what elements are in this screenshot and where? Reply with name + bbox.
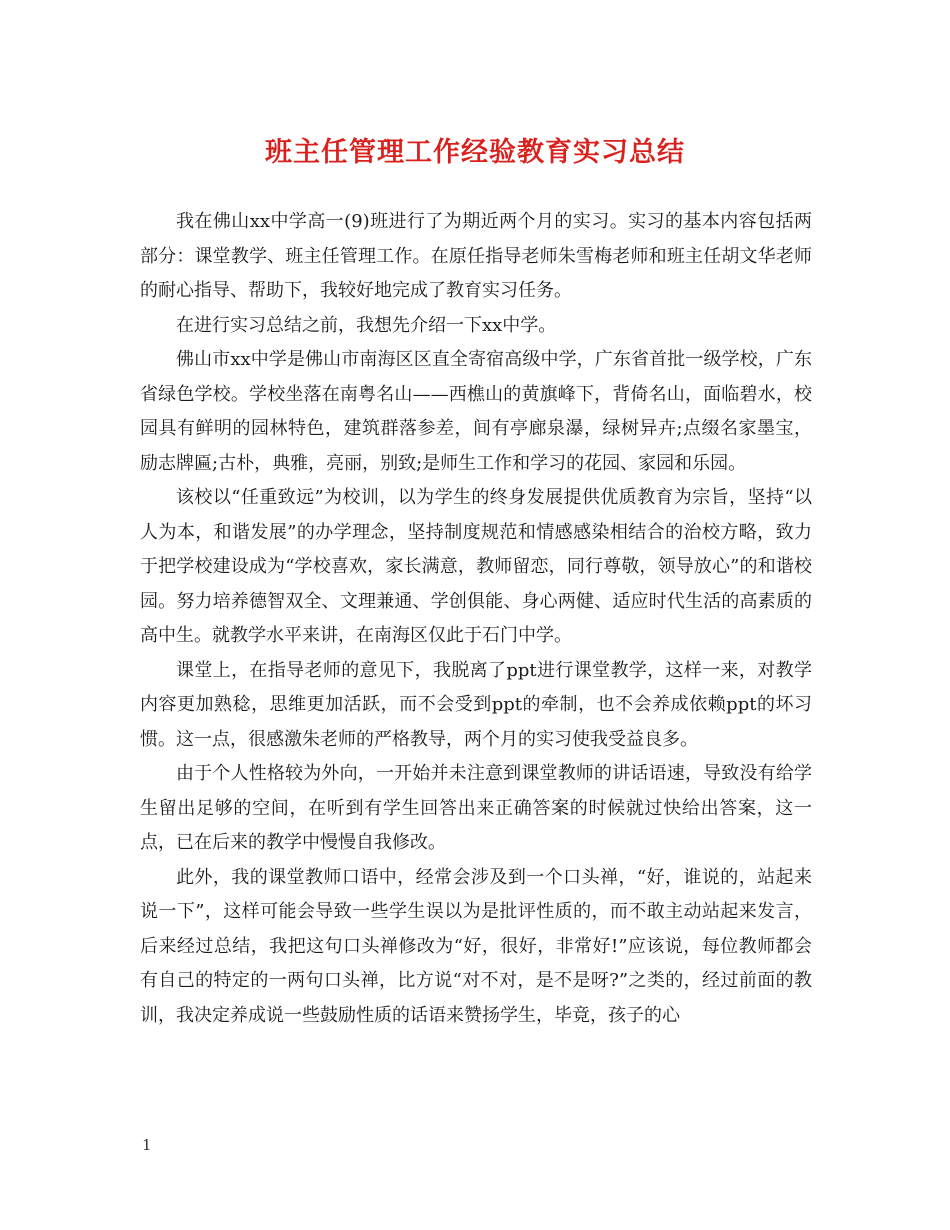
paragraph: 在进行实习总结之前，我想先介绍一下xx中学。 [176,314,557,336]
paragraph: 该校以“任重致远”为校训，以为学生的终身发展提供优质教育为宗旨，坚持“以人为本，和谐发展”的办学理念，坚持制度规范和情感感染相结合的治校方略，致力于把学校建设成为“学校喜欢，家长满意，教师留恋，同行尊敬，领导放心”的和谐校园。努力培养德智双全、文理兼通、学创俱能、身心两健、适应时代生活的高素质的高中生。就教学水平来讲，在南海区仅此于石门中学。 [140,487,812,646]
document-title: 班主任管理工作经验教育实习总结 [265,137,685,168]
paragraph: 佛山市xx中学是佛山市南海区区直全寄宿高级中学，广东省首批一级学校，广东省绿色学校。学校坐落在南粤名山——西樵山的黄旗峰下，背倚名山，面临碧水，校园具有鲜明的园林特色，建筑群落参差，间有亭廊泉瀑，绿树异卉;点缀名家墨宝，励志牌匾;古朴，典雅，亮丽，别致;是师生工作和学习的花园、家园和乐园。 [140,349,812,474]
paragraph: 此外，我的课堂教师口语中，经常会涉及到一个口头禅，“好，谁说的，站起来说一下”，这样可能会导致一些学生误以为是批评性质的，而不敢主动站起来发言，后来经过总结，我把这句口头禅修改为“好，很好，非常好!”应该说，每位教师都会有自己的特定的一两句口头禅，比方说“对不对，是不是呀?”之类的，经过前面的教训，我决定养成说一些鼓励性质的话语来赞扬学生，毕竟，孩子的心 [140,866,812,1026]
page-number: 1 [142,1136,152,1154]
paragraph: 课堂上，在指导老师的意见下，我脱离了ppt进行课堂教学，这样一来，对教学内容更加熟稔，思维更加活跃，而不会受到ppt的牵制，也不会养成依赖ppt的坏习惯。这一点，很感激朱老师的严格教导，两个月的实习使我受益良多。 [140,659,812,750]
document-body [140,205,812,1033]
paragraph: 由于个人性格较为外向，一开始并未注意到课堂教师的讲话语速，导致没有给学生留出足够的空间，在听到有学生回答出来正确答案的时候就过快给出答案，这一点，已在后来的教学中慢慢自我修改。 [140,763,812,853]
paragraph: 我在佛山xx中学高一(9)班进行了为期近两个月的实习。实习的基本内容包括两部分：课堂教学、班主任管理工作。在原任指导老师朱雪梅老师和班主任胡文华老师的耐心指导、帮助下，我较好地完成了教育实习任务。 [140,211,812,301]
